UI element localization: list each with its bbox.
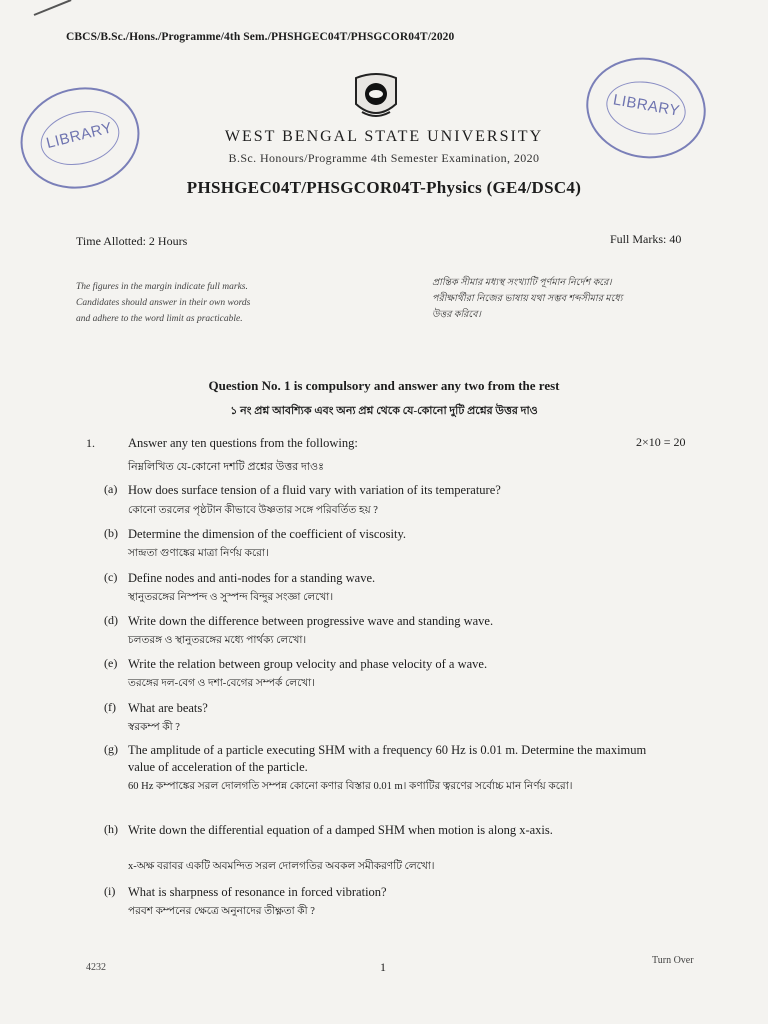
question-number: 1.	[86, 436, 95, 450]
sub-question-text-bengali: স্থানুতরঙ্গের নিস্পন্দ ও সুস্পন্দ বিন্দুর সংজ্ঞা লেখো।	[128, 592, 334, 603]
instruction-line: উত্তর করিবে।	[432, 310, 481, 320]
instructions-english	[76, 279, 326, 327]
instructions-bengali	[432, 275, 712, 323]
instruction-line: Candidates should answer in their own words	[76, 298, 251, 308]
question-instruction: Answer any ten questions from the following:	[128, 436, 358, 450]
sub-question-text-bengali: কোনো তরলের পৃষ্ঠটান কীভাবে উষ্ণতার সঙ্গে পরিবর্তিত হয় ?	[128, 505, 378, 516]
sub-question-label: (h)	[104, 822, 118, 836]
sub-question-label: (c)	[104, 570, 118, 584]
sub-question-text: Define nodes and anti-nodes for a standing wave.	[128, 571, 376, 585]
sub-question-label: (d)	[104, 613, 118, 627]
paper-title: PHSHGEC04T/PHSGCOR04T-Physics (GE4/DSC4)	[186, 178, 582, 197]
question-heading-bengali: ১ নং প্রশ্ন আবশ্যিক এবং অন্য প্রশ্ন থেকে যে-কোনো দুটি প্রশ্নের উত্তর দাও	[230, 405, 538, 417]
sub-question-text: Determine the dimension of the coefficient of viscosity.	[128, 527, 407, 541]
university-name: WEST BENGAL STATE UNIVERSITY	[224, 128, 544, 145]
question-marks: 2×10 = 20	[636, 435, 686, 449]
sub-question-label: (a)	[104, 482, 118, 496]
university-emblem-icon	[352, 72, 400, 124]
sub-question-label: (g)	[104, 742, 118, 756]
sub-question-text: What is sharpness of resonance in forced vibration?	[128, 885, 387, 899]
stamp-label: LIBRARY	[44, 119, 115, 152]
sub-question-text: Write down the differential equation of a damped SHM when motion is along x-axis.	[128, 823, 553, 837]
sub-question-text: The amplitude of a particle executing SHM with a frequency 60 Hz is 0.01 m. Determine the maximum value of acceleration of the particle.	[128, 743, 647, 774]
sub-question-text: Write the relation between group velocity and phase velocity of a wave.	[128, 657, 488, 671]
sub-question-text-bengali: x-অক্ষ বরাবর একটি অবমন্দিত সরল দোলগতির অবকল সমীকরণটি লেখো।	[128, 861, 435, 872]
paper-code-line: CBCS/B.Sc./Hons./Programme/4th Sem./PHSHGEC04T/PHSGCOR04T/2020	[66, 31, 455, 43]
instruction-line: The figures in the margin indicate full marks.	[76, 282, 248, 292]
pencil-mark	[34, 0, 72, 16]
sub-question-text-bengali: চলতরঙ্গ ও স্থানুতরঙ্গের মধ্যে পার্থক্য লেখো।	[128, 635, 307, 646]
sub-question-text: How does surface tension of a fluid vary with variation of its temperature?	[128, 483, 501, 497]
instruction-line: and adhere to the word limit as practicable.	[76, 314, 243, 324]
exam-name: B.Sc. Honours/Programme 4th Semester Examination, 2020	[228, 151, 540, 165]
instruction-line: প্রান্তিক সীমার মধ্যস্থ সংখ্যাটি পূর্ণমান নির্দেশ করে।	[432, 278, 612, 288]
instruction-line: পরীক্ষার্থীরা নিজের ভাষায় যথা সম্ভব শব্দসীমার মধ্যে	[432, 294, 623, 304]
turn-over-note: Turn Over	[652, 955, 694, 966]
time-allotted: Time Allotted: 2 Hours	[76, 234, 188, 248]
stamp-label: LIBRARY	[611, 91, 682, 120]
full-marks: Full Marks: 40	[610, 232, 682, 246]
sub-question-label: (b)	[104, 526, 118, 540]
sub-question-label: (f)	[104, 700, 116, 714]
question-instruction-bengali: নিম্নলিখিত যে-কোনো দশটি প্রশ্নের উত্তর দাওঃ	[128, 461, 324, 473]
question-heading: Question No. 1 is compulsory and answer any two from the rest	[208, 378, 560, 393]
sub-question-text-bengali: স্বরকম্প কী ?	[128, 722, 180, 733]
footer-code: 4232	[86, 962, 106, 973]
sub-question-text-bengali: তরঙ্গের দল-বেগ ও দশা-বেগের সম্পর্ক লেখো।	[128, 678, 315, 689]
sub-question-text-bengali: পরবশ কম্পনের ক্ষেত্রে অনুনাদের তীক্ষ্ণতা কী ?	[128, 906, 315, 917]
sub-question-label: (i)	[104, 884, 116, 898]
page-number: 1	[380, 960, 386, 974]
library-stamp-right	[578, 48, 714, 167]
sub-question-label: (e)	[104, 656, 118, 670]
sub-question-text-bengali: সান্দ্রতা গুণাঙ্কের মাত্রা নির্ণয় করো।	[128, 548, 269, 559]
sub-question-text: What are beats?	[128, 701, 208, 715]
sub-question-text-bengali: 60 Hz কম্পাঙ্কের সরল দোলগতি সম্পন্ন কোনো কণার বিস্তার 0.01 m। কণাটির ত্বরণের সর্বোচ্চ মান নির্ণয় করো।	[128, 781, 573, 792]
sub-question-text: Write down the difference between progressive wave and standing wave.	[128, 614, 494, 628]
